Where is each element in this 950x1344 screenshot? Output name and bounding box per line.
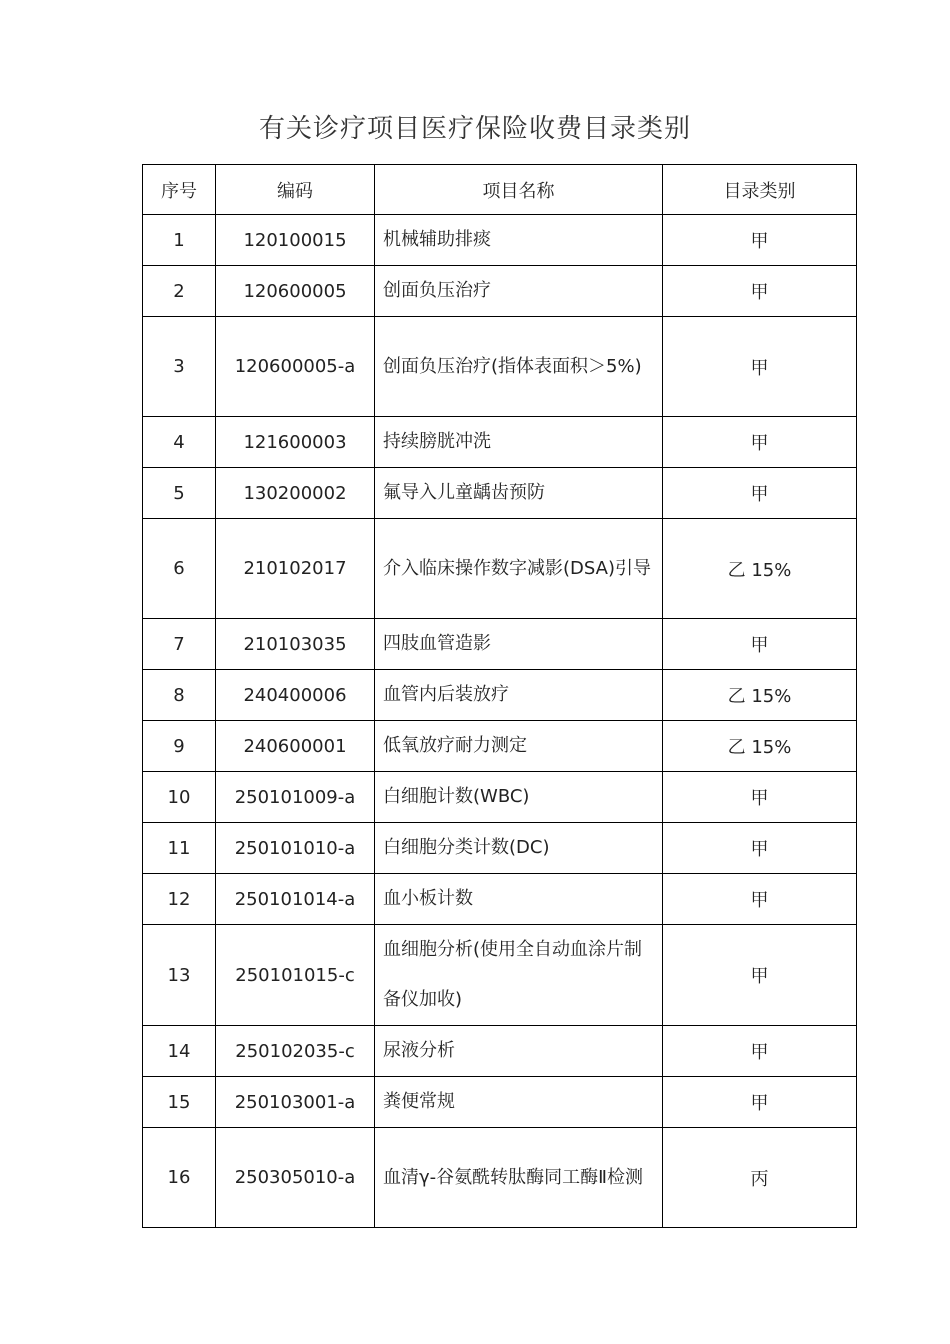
header-category: 目录类别 xyxy=(663,165,857,215)
row-category: 乙 15% xyxy=(663,519,857,619)
row-category: 甲 xyxy=(663,925,857,1026)
table-row xyxy=(143,215,857,266)
row-code: 250101015-c xyxy=(216,925,375,1026)
table-row xyxy=(143,619,857,670)
header-item-name: 项目名称 xyxy=(375,165,663,215)
row-category: 甲 xyxy=(663,619,857,670)
row-item-name: 血细胞分析(使用全自动血涂片制备仪加收) xyxy=(375,925,663,1026)
row-code: 250305010-a xyxy=(216,1128,375,1228)
row-category: 乙 15% xyxy=(663,721,857,772)
row-index: 3 xyxy=(143,317,216,417)
row-code: 210103035 xyxy=(216,619,375,670)
row-item-name: 持续膀胱冲洗 xyxy=(375,417,663,468)
table-row xyxy=(143,925,857,1026)
header-code: 编码 xyxy=(216,165,375,215)
row-code: 250101010-a xyxy=(216,823,375,874)
table-row xyxy=(143,772,857,823)
row-code: 120600005-a xyxy=(216,317,375,417)
row-category: 甲 xyxy=(663,417,857,468)
table-row xyxy=(143,1077,857,1128)
table-row xyxy=(143,874,857,925)
row-item-name: 粪便常规 xyxy=(375,1077,663,1128)
table-row xyxy=(143,721,857,772)
row-code: 130200002 xyxy=(216,468,375,519)
row-category: 甲 xyxy=(663,266,857,317)
row-category: 甲 xyxy=(663,1077,857,1128)
row-code: 210102017 xyxy=(216,519,375,619)
row-category: 甲 xyxy=(663,1026,857,1077)
row-category: 甲 xyxy=(663,468,857,519)
table-row xyxy=(143,1026,857,1077)
row-index: 6 xyxy=(143,519,216,619)
row-index: 12 xyxy=(143,874,216,925)
row-code: 250102035-c xyxy=(216,1026,375,1077)
row-item-name: 低氧放疗耐力测定 xyxy=(375,721,663,772)
row-item-name: 血清γ-谷氨酰转肽酶同工酶Ⅱ检测 xyxy=(375,1128,663,1228)
row-category: 甲 xyxy=(663,215,857,266)
row-item-name: 四肢血管造影 xyxy=(375,619,663,670)
table-row xyxy=(143,317,857,417)
table-header-row xyxy=(143,165,857,215)
row-code: 250101014-a xyxy=(216,874,375,925)
row-category: 甲 xyxy=(663,317,857,417)
row-index: 7 xyxy=(143,619,216,670)
row-category: 甲 xyxy=(663,823,857,874)
row-index: 16 xyxy=(143,1128,216,1228)
row-index: 15 xyxy=(143,1077,216,1128)
row-index: 5 xyxy=(143,468,216,519)
table-row xyxy=(143,266,857,317)
row-category: 甲 xyxy=(663,772,857,823)
row-index: 11 xyxy=(143,823,216,874)
row-item-name: 白细胞计数(WBC) xyxy=(375,772,663,823)
row-index: 14 xyxy=(143,1026,216,1077)
row-code: 121600003 xyxy=(216,417,375,468)
table-row xyxy=(143,1128,857,1228)
row-item-name: 创面负压治疗(指体表面积＞5%) xyxy=(375,317,663,417)
row-item-name: 创面负压治疗 xyxy=(375,266,663,317)
row-code: 240400006 xyxy=(216,670,375,721)
header-index: 序号 xyxy=(143,165,216,215)
table-row xyxy=(143,823,857,874)
row-index: 13 xyxy=(143,925,216,1026)
table-row xyxy=(143,468,857,519)
row-code: 120100015 xyxy=(216,215,375,266)
row-index: 4 xyxy=(143,417,216,468)
row-code: 240600001 xyxy=(216,721,375,772)
row-index: 1 xyxy=(143,215,216,266)
table-row xyxy=(143,519,857,619)
catalog-table xyxy=(142,164,857,1228)
row-item-name: 血管内后装放疗 xyxy=(375,670,663,721)
row-code: 250101009-a xyxy=(216,772,375,823)
row-code: 250103001-a xyxy=(216,1077,375,1128)
row-code: 120600005 xyxy=(216,266,375,317)
row-index: 10 xyxy=(143,772,216,823)
row-index: 2 xyxy=(143,266,216,317)
row-item-name: 介入临床操作数字减影(DSA)引导 xyxy=(375,519,663,619)
row-item-name: 机械辅助排痰 xyxy=(375,215,663,266)
row-index: 9 xyxy=(143,721,216,772)
row-index: 8 xyxy=(143,670,216,721)
table-row xyxy=(143,670,857,721)
row-item-name: 血小板计数 xyxy=(375,874,663,925)
row-category: 丙 xyxy=(663,1128,857,1228)
table-row xyxy=(143,417,857,468)
row-item-name: 白细胞分类计数(DC) xyxy=(375,823,663,874)
row-item-name: 尿液分析 xyxy=(375,1026,663,1077)
row-item-name: 氟导入儿童龋齿预防 xyxy=(375,468,663,519)
row-category: 甲 xyxy=(663,874,857,925)
row-category: 乙 15% xyxy=(663,670,857,721)
page-title: 有关诊疗项目医疗保险收费目录类别 xyxy=(258,114,691,144)
